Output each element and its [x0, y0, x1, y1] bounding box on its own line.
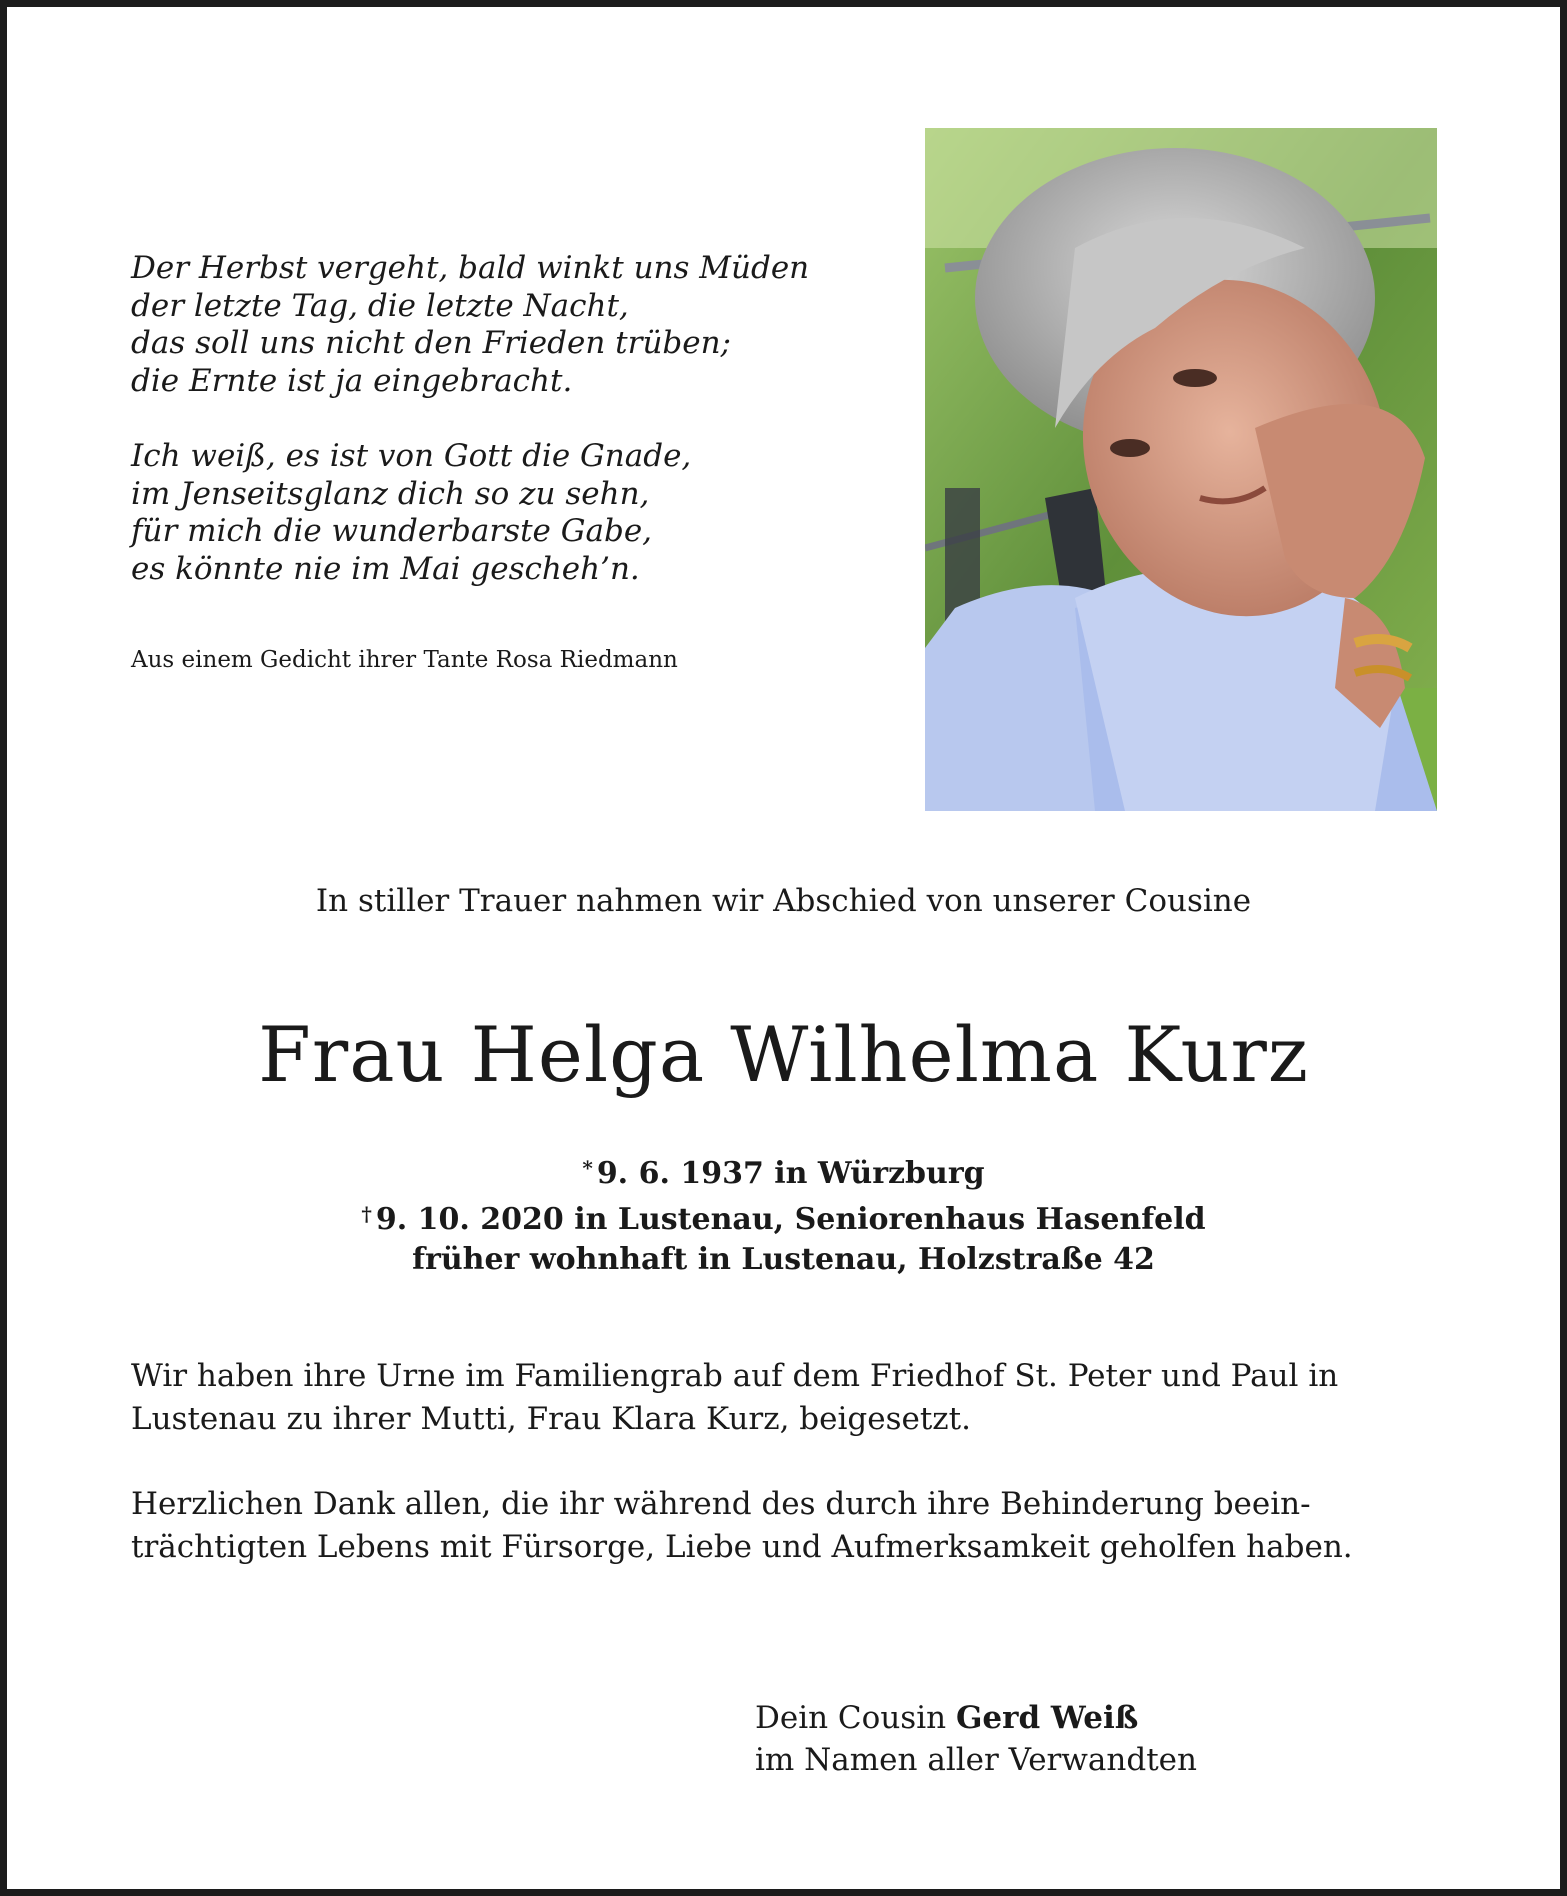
poem-attribution: Aus einem Gedicht ihrer Tante Rosa Riedmann: [131, 647, 678, 673]
body-para-2-line-2: trächtigten Lebens mit Fürsorge, Liebe und Aufmerksamkeit geholfen haben.: [131, 1529, 1353, 1565]
signature-line-1: [755, 1697, 1197, 1739]
poem-stanza-1: [131, 250, 831, 400]
birth-date: 9. 6. 1937 in Würzburg: [596, 1156, 985, 1191]
life-dates: [0, 1148, 1567, 1280]
portrait-photo: [925, 128, 1437, 811]
signature-line-2: im Namen aller Verwandten: [755, 1742, 1197, 1778]
poem-line: das soll uns nicht den Frieden trüben;: [131, 325, 732, 361]
announcement-body: [131, 1355, 1441, 1569]
body-para-1-line-1: Wir haben ihre Urne im Familiengrab auf dem Friedhof St. Peter und Paul in: [131, 1358, 1339, 1394]
body-para-1-line-2: Lustenau zu ihrer Mutti, Frau Klara Kurz, beigesetzt.: [131, 1401, 971, 1437]
poem-line: die Ernte ist ja eingebracht.: [131, 362, 573, 399]
residence-line: früher wohnhaft in Lustenau, Holzstraße 42: [412, 1242, 1155, 1277]
deceased-name: Frau Helga Wilhelma Kurz: [258, 1010, 1309, 1099]
signature: [755, 1697, 1197, 1781]
death-date: 9. 10. 2020 in Lustenau, Seniorenhaus Hasenfeld: [375, 1202, 1206, 1237]
birth-star-icon: *: [582, 1156, 593, 1180]
signature-prefix: Dein Cousin: [755, 1700, 947, 1736]
poem-line: im Jenseitsglanz dich so zu sehn,: [131, 475, 650, 512]
poem-line: Der Herbst vergeht, bald winkt uns Müden: [131, 250, 810, 286]
death-cross-icon: †: [361, 1202, 372, 1226]
body-para-2-line-1: Herzlichen Dank allen, die ihr während des durch ihre Behinderung beein-: [131, 1486, 1311, 1522]
poem-line: es könnte nie im Mai gescheh’n.: [131, 550, 640, 587]
poem-line: der letzte Tag, die letzte Nacht,: [131, 287, 629, 324]
death-line: [0, 1194, 1567, 1240]
poem: [131, 250, 831, 588]
poem-line: für mich die wunderbarste Gabe,: [131, 513, 653, 549]
birth-line: [0, 1148, 1567, 1194]
signature-name: Gerd Weiß: [955, 1700, 1139, 1736]
portrait-photo-icon: [925, 128, 1437, 811]
poem-stanza-2: [131, 438, 831, 588]
poem-line: Ich weiß, es ist von Gott die Gnade,: [131, 438, 692, 474]
intro-text: In stiller Trauer nahmen wir Abschied von unserer Cousine: [315, 883, 1252, 919]
